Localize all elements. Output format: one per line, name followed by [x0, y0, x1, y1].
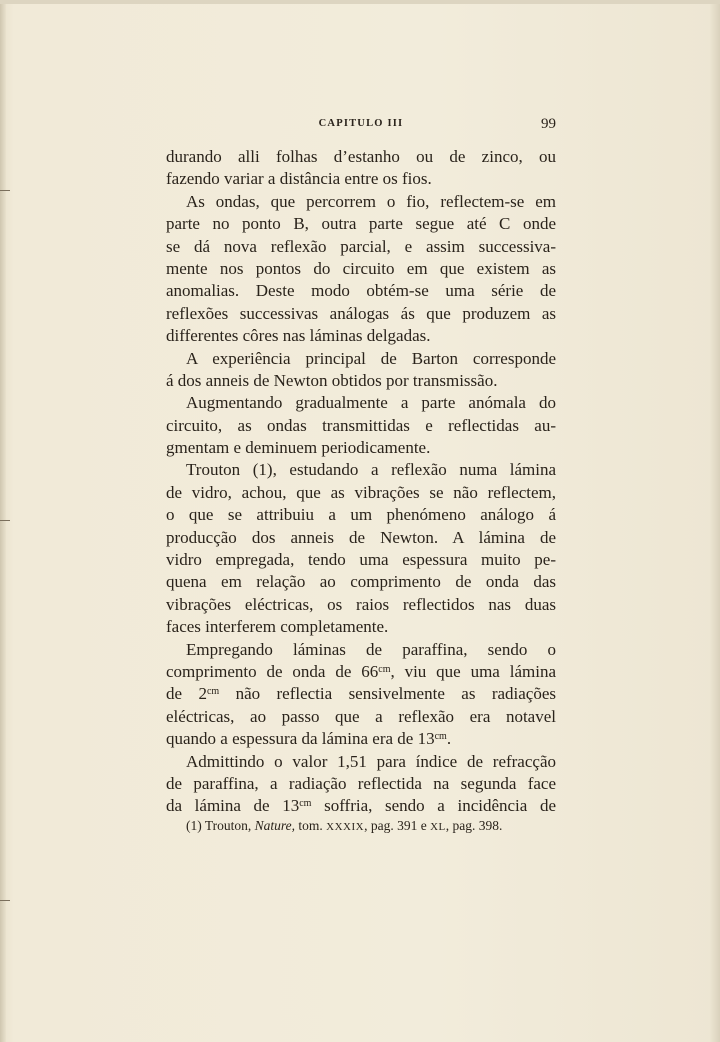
footnote: [186, 818, 556, 834]
text-line: A experiência principal de Barton corresponde: [186, 348, 556, 368]
margin-tick-mark: [0, 900, 10, 901]
page-number: 99: [541, 116, 556, 132]
text-line: faces interferem completamente.: [166, 617, 389, 637]
text-line: quando a espessura da lámina era de $13^{cm}$.: [166, 729, 452, 749]
running-head: CAPITULO III: [318, 118, 404, 129]
text-line: de $2^{cm}$ não reflectia sensivelmente as radiações: [166, 684, 557, 704]
margin-tick-mark: [0, 520, 10, 521]
text-line: circuito, as ondas transmittidas e reflectidas au-: [166, 415, 556, 435]
text-line: á dos anneis de Newton obtidos por transmissão.: [166, 370, 498, 390]
text-line: producção dos anneis de Newton. A lámina de: [166, 527, 556, 547]
page-top-edge: [0, 0, 720, 4]
text-line: da lámina de $13^{cm}$ soffria, sendo a incidência de: [166, 796, 556, 816]
text-line: eléctricas, ao passo que a reflexão era notavel: [166, 706, 556, 726]
page-spine-edge: [0, 0, 6, 1042]
text-line: fazendo variar a distância entre os fios.: [166, 169, 432, 189]
text-line: comprimento de onda de $66^{cm}$, viu que uma lámina: [166, 661, 556, 681]
footnote-journal: Nature,: [254, 818, 296, 833]
text-line: durando alli folhas d’estanho ou de zinco, ou: [166, 147, 556, 166]
text-line: As ondas, que percorrem o fio, reflectem-se em: [186, 191, 556, 211]
text-line: de vidro, achou, que as vibrações se não reflectem,: [166, 482, 556, 502]
footnote-rest: tom. XXXIX, pag. 391 e XL, pag. 398.: [295, 818, 503, 833]
text-line: anomalias. Deste modo obtém-se uma série de: [166, 281, 556, 301]
text-line: Admittindo o valor 1,51 para índice de refracção: [186, 751, 556, 771]
text-line: reflexões successivas análogas ás que produzem as: [166, 303, 556, 323]
text-line: quena em relação ao comprimento de onda das: [166, 572, 556, 592]
text-line: parte no ponto B, outra parte segue até C onde: [166, 214, 556, 234]
margin-tick-mark: [0, 190, 10, 191]
page-right-edge: [710, 0, 720, 1042]
text-line: vidro empregada, tendo uma espessura muito pe-: [166, 550, 556, 570]
text-line: se dá nova reflexão parcial, e assim successiva-: [166, 236, 556, 256]
text-line: o que se attribuiu a um phenómeno análogo á: [166, 505, 556, 525]
text-line: Trouton (1), estudando a reflexão numa lámina: [186, 460, 556, 480]
page-header: [166, 116, 556, 134]
text-line: Empregando láminas de paraffina, sendo o: [186, 639, 556, 659]
text-line: differentes côres nas láminas delgadas.: [166, 326, 431, 346]
body-text: [166, 146, 556, 818]
footnote-marker: (1) Trouton,: [186, 818, 255, 833]
text-line: vibrações eléctricas, os raios reflectidos nas duas: [166, 594, 556, 614]
text-line: mente nos pontos do circuito em que existem as: [166, 258, 556, 278]
text-line: de paraffina, a radiação reflectida na segunda face: [166, 773, 556, 793]
text-line: gmentam e deminuem periodicamente.: [166, 438, 431, 458]
text-line: Augmentando gradualmente a parte anómala do: [186, 393, 556, 413]
